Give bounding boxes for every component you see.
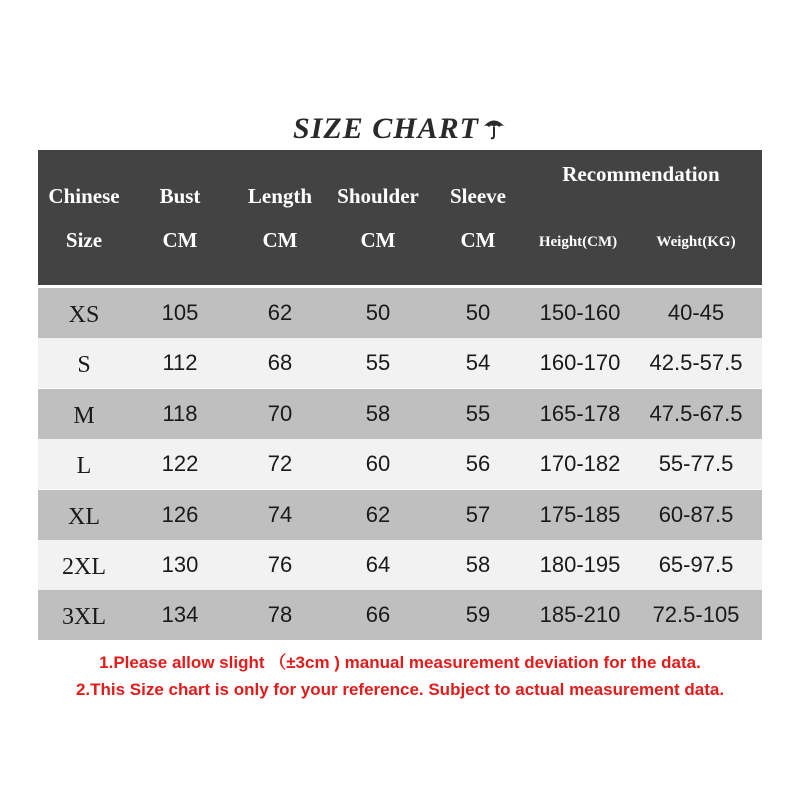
cell-weight: 65-97.5	[658, 552, 734, 577]
cell-sleeve: 54	[465, 350, 491, 376]
cell-height: 175-185	[539, 501, 621, 527]
cell-size: M	[73, 402, 95, 429]
header-sleeve: Sleeve CM	[450, 184, 506, 252]
cell-shoulder: 55	[365, 350, 391, 376]
cell-size: 2XL	[62, 554, 106, 580]
cell-sleeve: 56	[465, 451, 491, 477]
cell-size: XS	[68, 302, 100, 328]
cell-length: 78	[267, 602, 293, 628]
header-weight: Weight(KG)	[656, 234, 736, 250]
cell-length: 72	[267, 451, 293, 477]
cell-sleeve: 58	[465, 552, 491, 577]
cell-height: 160-170	[539, 350, 621, 376]
cell-sleeve: 59	[465, 602, 491, 628]
cell-bust: 130	[161, 552, 199, 577]
cell-size: S	[77, 352, 91, 379]
cell-length: 70	[267, 400, 293, 426]
cell-length: 68	[267, 350, 293, 376]
cell-bust: 134	[161, 602, 199, 628]
cell-shoulder: 60	[365, 451, 391, 477]
cell-weight: 47.5-67.5	[649, 400, 743, 426]
cell-height: 165-178	[539, 400, 621, 426]
cell-sleeve: 50	[465, 300, 491, 325]
cell-bust: 126	[161, 501, 199, 527]
cell-length: 62	[267, 300, 293, 325]
note-1: 1.Please allow slight （±3cm ) manual measurement deviation for the data.	[99, 653, 701, 672]
cell-shoulder: 62	[365, 501, 391, 527]
cell-weight: 42.5-57.5	[649, 350, 743, 376]
header-bust: Bust CM	[159, 184, 201, 252]
cell-weight: 40-45	[667, 300, 725, 325]
size-chart-table	[38, 150, 762, 640]
cell-shoulder: 58	[365, 400, 391, 426]
cell-bust: 112	[162, 350, 198, 376]
table-header	[38, 150, 762, 285]
cell-size: 3XL	[62, 604, 106, 631]
cell-size: XL	[68, 503, 100, 530]
cell-height: 180-195	[539, 552, 621, 577]
header-height: Height(CM)	[538, 234, 618, 250]
table-row	[38, 288, 762, 338]
cell-sleeve: 57	[465, 501, 491, 527]
header-length: Length CM	[247, 184, 313, 252]
cell-bust: 105	[161, 300, 199, 325]
header-chinese-size: Chinese Size	[48, 184, 120, 252]
cell-shoulder: 50	[365, 300, 391, 325]
cell-shoulder: 64	[365, 552, 391, 577]
table-row	[38, 338, 762, 388]
table-row	[38, 389, 762, 439]
umbrella-icon	[481, 114, 507, 145]
cell-height: 150-160	[539, 300, 621, 325]
table-row	[38, 540, 762, 590]
cell-weight: 72.5-105	[652, 602, 740, 628]
cell-height: 185-210	[539, 602, 621, 628]
table-row	[38, 590, 762, 640]
cell-bust: 122	[161, 451, 199, 477]
cell-length: 74	[267, 501, 293, 527]
cell-length: 76	[267, 552, 293, 577]
header-shoulder: Shoulder CM	[337, 184, 419, 252]
table-row	[38, 490, 762, 540]
title-area	[0, 112, 800, 146]
page-title: SIZE CHART	[293, 112, 479, 145]
header-recommendation: Recommendation	[562, 162, 720, 186]
table-row	[38, 439, 762, 489]
cell-bust: 118	[162, 400, 198, 426]
cell-height: 170-182	[539, 451, 621, 477]
cell-shoulder: 66	[365, 602, 391, 628]
cell-sleeve: 55	[465, 400, 491, 426]
note-2: 2.This Size chart is only for your reference. Subject to actual measurement data.	[75, 680, 725, 699]
cell-weight: 55-77.5	[658, 451, 734, 477]
cell-size: L	[76, 453, 92, 480]
cell-weight: 60-87.5	[658, 501, 734, 527]
